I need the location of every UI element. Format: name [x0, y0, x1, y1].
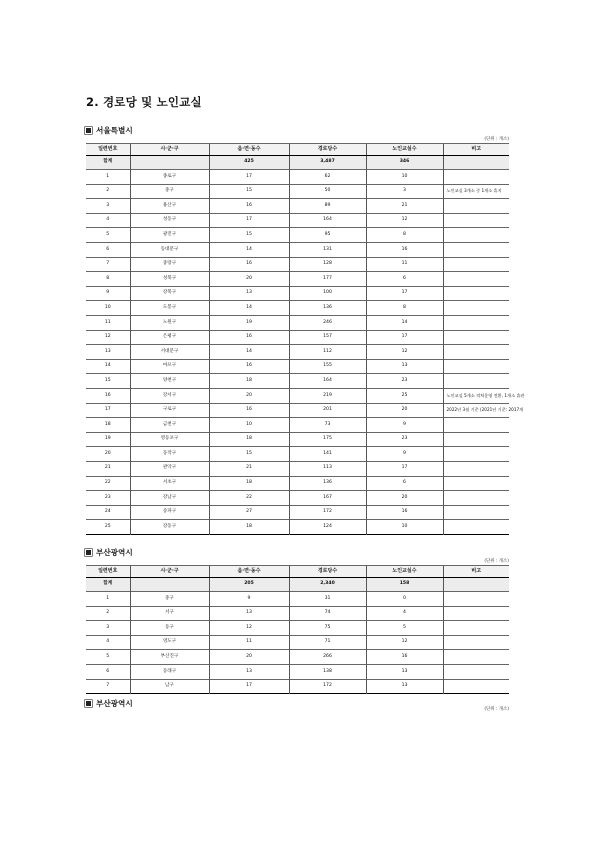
cell-note	[443, 374, 509, 389]
cell-serial: 8	[86, 272, 130, 287]
table-row	[86, 447, 509, 462]
table-row	[86, 272, 509, 287]
cell-dong-count: 9	[209, 592, 289, 607]
cell-note	[443, 301, 509, 316]
cell-district: 중구	[130, 184, 209, 199]
cell-district: 금천구	[130, 418, 209, 433]
cell-serial: 24	[86, 505, 130, 520]
cell-district: 서초구	[130, 476, 209, 491]
cell-note	[443, 520, 509, 535]
cell-class-count: 16	[366, 505, 443, 520]
cell-class-count: 10	[366, 170, 443, 185]
table-header-row	[86, 144, 509, 156]
cell-hall-count: 219	[289, 389, 366, 404]
cell-note	[443, 665, 509, 680]
seoul-table	[86, 143, 525, 535]
table-row	[86, 592, 509, 607]
cell-class-count: 20	[366, 403, 443, 418]
cell-class-count: 12	[366, 213, 443, 228]
cell-note	[443, 257, 509, 272]
cell-hall-count: 89	[289, 199, 366, 214]
cell-note	[443, 432, 509, 447]
table-row	[86, 679, 509, 694]
cell-serial: 9	[86, 286, 130, 301]
cell-note	[443, 345, 509, 360]
cell-hall-count: 71	[289, 635, 366, 650]
total-label: 합계	[86, 155, 130, 170]
cell-note	[443, 359, 509, 374]
header-dong-count: 읍·면·동수	[209, 566, 289, 578]
cell-district: 용산구	[130, 199, 209, 214]
page-title: 2. 경로당 및 노인교실	[86, 95, 202, 109]
cell-dong-count: 10	[209, 418, 289, 433]
cell-district: 노원구	[130, 316, 209, 331]
section-heading-seoul	[86, 125, 133, 136]
cell-class-count: 3	[366, 184, 443, 199]
cell-serial: 18	[86, 418, 130, 433]
table-row	[86, 606, 509, 621]
unit-note: (단위 : 개소)	[484, 707, 509, 712]
section-heading-label: 서울특별시	[96, 126, 133, 135]
cell-district: 중랑구	[130, 257, 209, 272]
cell-class-count: 9	[366, 418, 443, 433]
cell-serial: 3	[86, 621, 130, 636]
cell-hall-count: 131	[289, 243, 366, 258]
cell-serial: 7	[86, 257, 130, 272]
cell-hall-count: 113	[289, 461, 366, 476]
cell-hall-count: 155	[289, 359, 366, 374]
cell-serial: 21	[86, 461, 130, 476]
cell-district: 종로구	[130, 170, 209, 185]
cell-note	[443, 418, 509, 433]
cell-dong-count: 16	[209, 330, 289, 345]
cell-district: 강서구	[130, 389, 209, 404]
header-hall-count: 경로당수	[289, 144, 366, 156]
table-total-row	[86, 155, 509, 170]
header-note: 비고	[443, 566, 509, 578]
cell-class-count: 5	[366, 621, 443, 636]
table-row	[86, 330, 509, 345]
cell-note	[443, 491, 509, 506]
cell-class-count: 17	[366, 330, 443, 345]
table-total-row	[86, 577, 509, 592]
cell-district: 남구	[130, 679, 209, 694]
cell-class-count: 17	[366, 286, 443, 301]
cell-serial: 4	[86, 213, 130, 228]
cell-dong-count: 17	[209, 170, 289, 185]
cell-dong-count: 20	[209, 272, 289, 287]
cell-district: 서구	[130, 606, 209, 621]
cell-note	[443, 155, 509, 170]
cell-hall-count: 266	[289, 650, 366, 665]
table-row	[86, 635, 509, 650]
cell-district: 동대문구	[130, 243, 209, 258]
cell-serial: 1	[86, 592, 130, 607]
cell-note	[443, 635, 509, 650]
cell-note	[443, 447, 509, 462]
cell-note	[443, 199, 509, 214]
cell-dong-count: 27	[209, 505, 289, 520]
cell-district: 성동구	[130, 213, 209, 228]
header-serial: 일련번호	[86, 566, 130, 578]
table-row	[86, 520, 509, 535]
cell-hall-count: 246	[289, 316, 366, 331]
cell-hall-count: 100	[289, 286, 366, 301]
cell-dong-count: 16	[209, 359, 289, 374]
cell-district: 도봉구	[130, 301, 209, 316]
cell-hall-count: 75	[289, 621, 366, 636]
cell-hall-count: 74	[289, 606, 366, 621]
table-row	[86, 650, 509, 665]
cell-serial: 6	[86, 243, 130, 258]
cell-serial: 14	[86, 359, 130, 374]
cell-hall-count: 175	[289, 432, 366, 447]
cell-note	[443, 213, 509, 228]
cell-dong-count: 16	[209, 257, 289, 272]
cell-note	[443, 286, 509, 301]
table-row	[86, 243, 509, 258]
cell-serial: 2	[86, 184, 130, 199]
cell-hall-count: 141	[289, 447, 366, 462]
cell-serial: 10	[86, 301, 130, 316]
cell-class-count: 6	[366, 476, 443, 491]
cell-district: 성북구	[130, 272, 209, 287]
cell-note: 2022년 3월 기준 (2021년 기준: 2017개	[443, 403, 509, 418]
table-row	[86, 665, 509, 680]
cell-class-count: 13	[366, 665, 443, 680]
cell-hall-count: 172	[289, 679, 366, 694]
cell-district: 동래구	[130, 665, 209, 680]
cell-serial: 17	[86, 403, 130, 418]
cell-dong-count: 12	[209, 621, 289, 636]
cell-district: 양천구	[130, 374, 209, 389]
cell-hall-count: 62	[289, 170, 366, 185]
cell-dong-count: 14	[209, 243, 289, 258]
cell-dong-count: 15	[209, 447, 289, 462]
table-row	[86, 301, 509, 316]
cell-district: 영도구	[130, 635, 209, 650]
table-row	[86, 286, 509, 301]
square-bullet-icon	[86, 550, 91, 555]
cell-dong-count: 16	[209, 403, 289, 418]
cell-dong-count: 15	[209, 184, 289, 199]
cell-serial: 16	[86, 389, 130, 404]
cell-serial: 13	[86, 345, 130, 360]
table-row	[86, 199, 509, 214]
cell-class-count: 12	[366, 635, 443, 650]
total-label: 합계	[86, 577, 130, 592]
cell-class-count: 12	[366, 345, 443, 360]
table-row	[86, 621, 509, 636]
cell-class-count: 17	[366, 461, 443, 476]
cell-dong-count: 21	[209, 461, 289, 476]
cell-hall-count: 112	[289, 345, 366, 360]
cell-class-count: 14	[366, 316, 443, 331]
cell-dong-count: 18	[209, 476, 289, 491]
cell-class-count: 13	[366, 679, 443, 694]
cell-dong-count: 22	[209, 491, 289, 506]
cell-class-count: 21	[366, 199, 443, 214]
cell-hall-count: 95	[289, 228, 366, 243]
cell-dong-count: 16	[209, 199, 289, 214]
cell-hall-count: 50	[289, 184, 366, 199]
cell-dong-count: 17	[209, 679, 289, 694]
cell-serial: 19	[86, 432, 130, 447]
cell-district: 영등포구	[130, 432, 209, 447]
cell-dong-count: 15	[209, 228, 289, 243]
cell-class-count: 16	[366, 243, 443, 258]
cell-hall-count: 73	[289, 418, 366, 433]
header-hall-count: 경로당수	[289, 566, 366, 578]
cell-district: 동작구	[130, 447, 209, 462]
table-header-row	[86, 566, 509, 578]
table-row	[86, 461, 509, 476]
cell-note	[443, 170, 509, 185]
header-district: 시·군·구	[130, 144, 209, 156]
table-row	[86, 476, 509, 491]
cell-hall-count: 201	[289, 403, 366, 418]
cell-dong-count: 14	[209, 345, 289, 360]
table-row	[86, 505, 509, 520]
cell-note	[443, 272, 509, 287]
cell-hall-count: 157	[289, 330, 366, 345]
header-district: 시·군·구	[130, 566, 209, 578]
cell-class-count: 25	[366, 389, 443, 404]
cell-note	[443, 650, 509, 665]
cell-note	[443, 505, 509, 520]
table-row	[86, 170, 509, 185]
cell-note	[443, 243, 509, 258]
cell-serial: 4	[86, 635, 130, 650]
table-row	[86, 228, 509, 243]
cell-note: 노인교실 5개소 격쳐운영 전환, 1개소 휴관	[443, 389, 509, 404]
cell-class-count: 20	[366, 491, 443, 506]
cell-note	[443, 330, 509, 345]
cell-serial: 22	[86, 476, 130, 491]
table-row	[86, 403, 509, 418]
cell-dong-count: 11	[209, 635, 289, 650]
cell-note: 노인교실 3개소 중 1개소 휴지	[443, 184, 509, 199]
cell-district: 서대문구	[130, 345, 209, 360]
table-row	[86, 257, 509, 272]
cell-district: 중구	[130, 592, 209, 607]
cell-district: 강남구	[130, 491, 209, 506]
table-row	[86, 316, 509, 331]
cell-class-count: 13	[366, 359, 443, 374]
cell-dong-count: 20	[209, 389, 289, 404]
section-heading-busan	[86, 547, 133, 558]
cell-hall-count: 31	[289, 592, 366, 607]
cell-hall-count: 138	[289, 665, 366, 680]
cell-hall-count: 128	[289, 257, 366, 272]
section-heading-busan-2	[86, 698, 133, 709]
table-row	[86, 491, 509, 506]
cell-class-count: 23	[366, 432, 443, 447]
cell-class-count: 10	[366, 520, 443, 535]
cell-class-count: 16	[366, 650, 443, 665]
cell-note	[443, 476, 509, 491]
cell-note	[443, 606, 509, 621]
cell-dong-count: 14	[209, 301, 289, 316]
cell-district: 은평구	[130, 330, 209, 345]
cell-class-count: 346	[366, 155, 443, 170]
cell-class-count: 8	[366, 301, 443, 316]
header-class-count: 노인교실수	[366, 566, 443, 578]
square-bullet-icon	[86, 701, 91, 706]
table-row	[86, 184, 509, 199]
cell-serial: 5	[86, 650, 130, 665]
cell-class-count: 23	[366, 374, 443, 389]
cell-hall-count: 124	[289, 520, 366, 535]
cell-serial: 5	[86, 228, 130, 243]
cell-hall-count: 172	[289, 505, 366, 520]
cell-class-count: 11	[366, 257, 443, 272]
cell-serial: 20	[86, 447, 130, 462]
cell-hall-count: 3,487	[289, 155, 366, 170]
cell-district: 관악구	[130, 461, 209, 476]
cell-district: 마포구	[130, 359, 209, 374]
table-row	[86, 432, 509, 447]
cell-dong-count: 18	[209, 432, 289, 447]
cell-dong-count: 20	[209, 650, 289, 665]
cell-note	[443, 461, 509, 476]
cell-hall-count: 136	[289, 301, 366, 316]
cell-serial: 25	[86, 520, 130, 535]
cell-district: 강동구	[130, 520, 209, 535]
cell-dong-count: 425	[209, 155, 289, 170]
cell-note	[443, 621, 509, 636]
square-bullet-icon	[86, 128, 91, 133]
cell-hall-count: 164	[289, 213, 366, 228]
unit-note: (단위 : 개소)	[484, 137, 509, 142]
cell-serial: 3	[86, 199, 130, 214]
cell-serial: 23	[86, 491, 130, 506]
unit-note: (단위 : 개소)	[484, 559, 509, 564]
cell-serial: 12	[86, 330, 130, 345]
cell-serial: 1	[86, 170, 130, 185]
table-row	[86, 345, 509, 360]
cell-dong-count: 18	[209, 520, 289, 535]
cell-note	[443, 592, 509, 607]
header-class-count: 노인교실수	[366, 144, 443, 156]
cell-district: 강북구	[130, 286, 209, 301]
cell-class-count: 0	[366, 592, 443, 607]
cell-class-count: 9	[366, 447, 443, 462]
cell-serial: 11	[86, 316, 130, 331]
cell-serial: 15	[86, 374, 130, 389]
cell-hall-count: 164	[289, 374, 366, 389]
cell-class-count: 4	[366, 606, 443, 621]
cell-dong-count: 18	[209, 374, 289, 389]
cell-note	[443, 228, 509, 243]
cell-dong-count: 17	[209, 213, 289, 228]
cell-note	[443, 316, 509, 331]
cell-district: 광진구	[130, 228, 209, 243]
cell-district: 구로구	[130, 403, 209, 418]
cell-district: 부산진구	[130, 650, 209, 665]
cell-note	[443, 679, 509, 694]
cell-class-count: 6	[366, 272, 443, 287]
table-row	[86, 418, 509, 433]
table-row	[86, 374, 509, 389]
cell-dong-count: 13	[209, 606, 289, 621]
table-row	[86, 389, 509, 404]
cell-district: 송파구	[130, 505, 209, 520]
cell-dong-count: 19	[209, 316, 289, 331]
cell-serial: 2	[86, 606, 130, 621]
cell-district	[130, 155, 209, 170]
cell-dong-count: 13	[209, 286, 289, 301]
table-row	[86, 213, 509, 228]
cell-district	[130, 577, 209, 592]
section-heading-label: 부산광역시	[96, 548, 133, 557]
cell-dong-count: 13	[209, 665, 289, 680]
cell-hall-count: 167	[289, 491, 366, 506]
header-note: 비고	[443, 144, 509, 156]
cell-class-count: 8	[366, 228, 443, 243]
header-serial: 일련번호	[86, 144, 130, 156]
table-row	[86, 359, 509, 374]
header-dong-count: 읍·면·동수	[209, 144, 289, 156]
cell-hall-count: 177	[289, 272, 366, 287]
busan-table	[86, 565, 509, 694]
cell-district: 동구	[130, 621, 209, 636]
cell-serial: 7	[86, 679, 130, 694]
cell-dong-count: 205	[209, 577, 289, 592]
cell-note	[443, 577, 509, 592]
cell-class-count: 158	[366, 577, 443, 592]
cell-serial: 6	[86, 665, 130, 680]
cell-hall-count: 2,340	[289, 577, 366, 592]
section-heading-label: 부산광역시	[96, 699, 133, 708]
cell-hall-count: 136	[289, 476, 366, 491]
